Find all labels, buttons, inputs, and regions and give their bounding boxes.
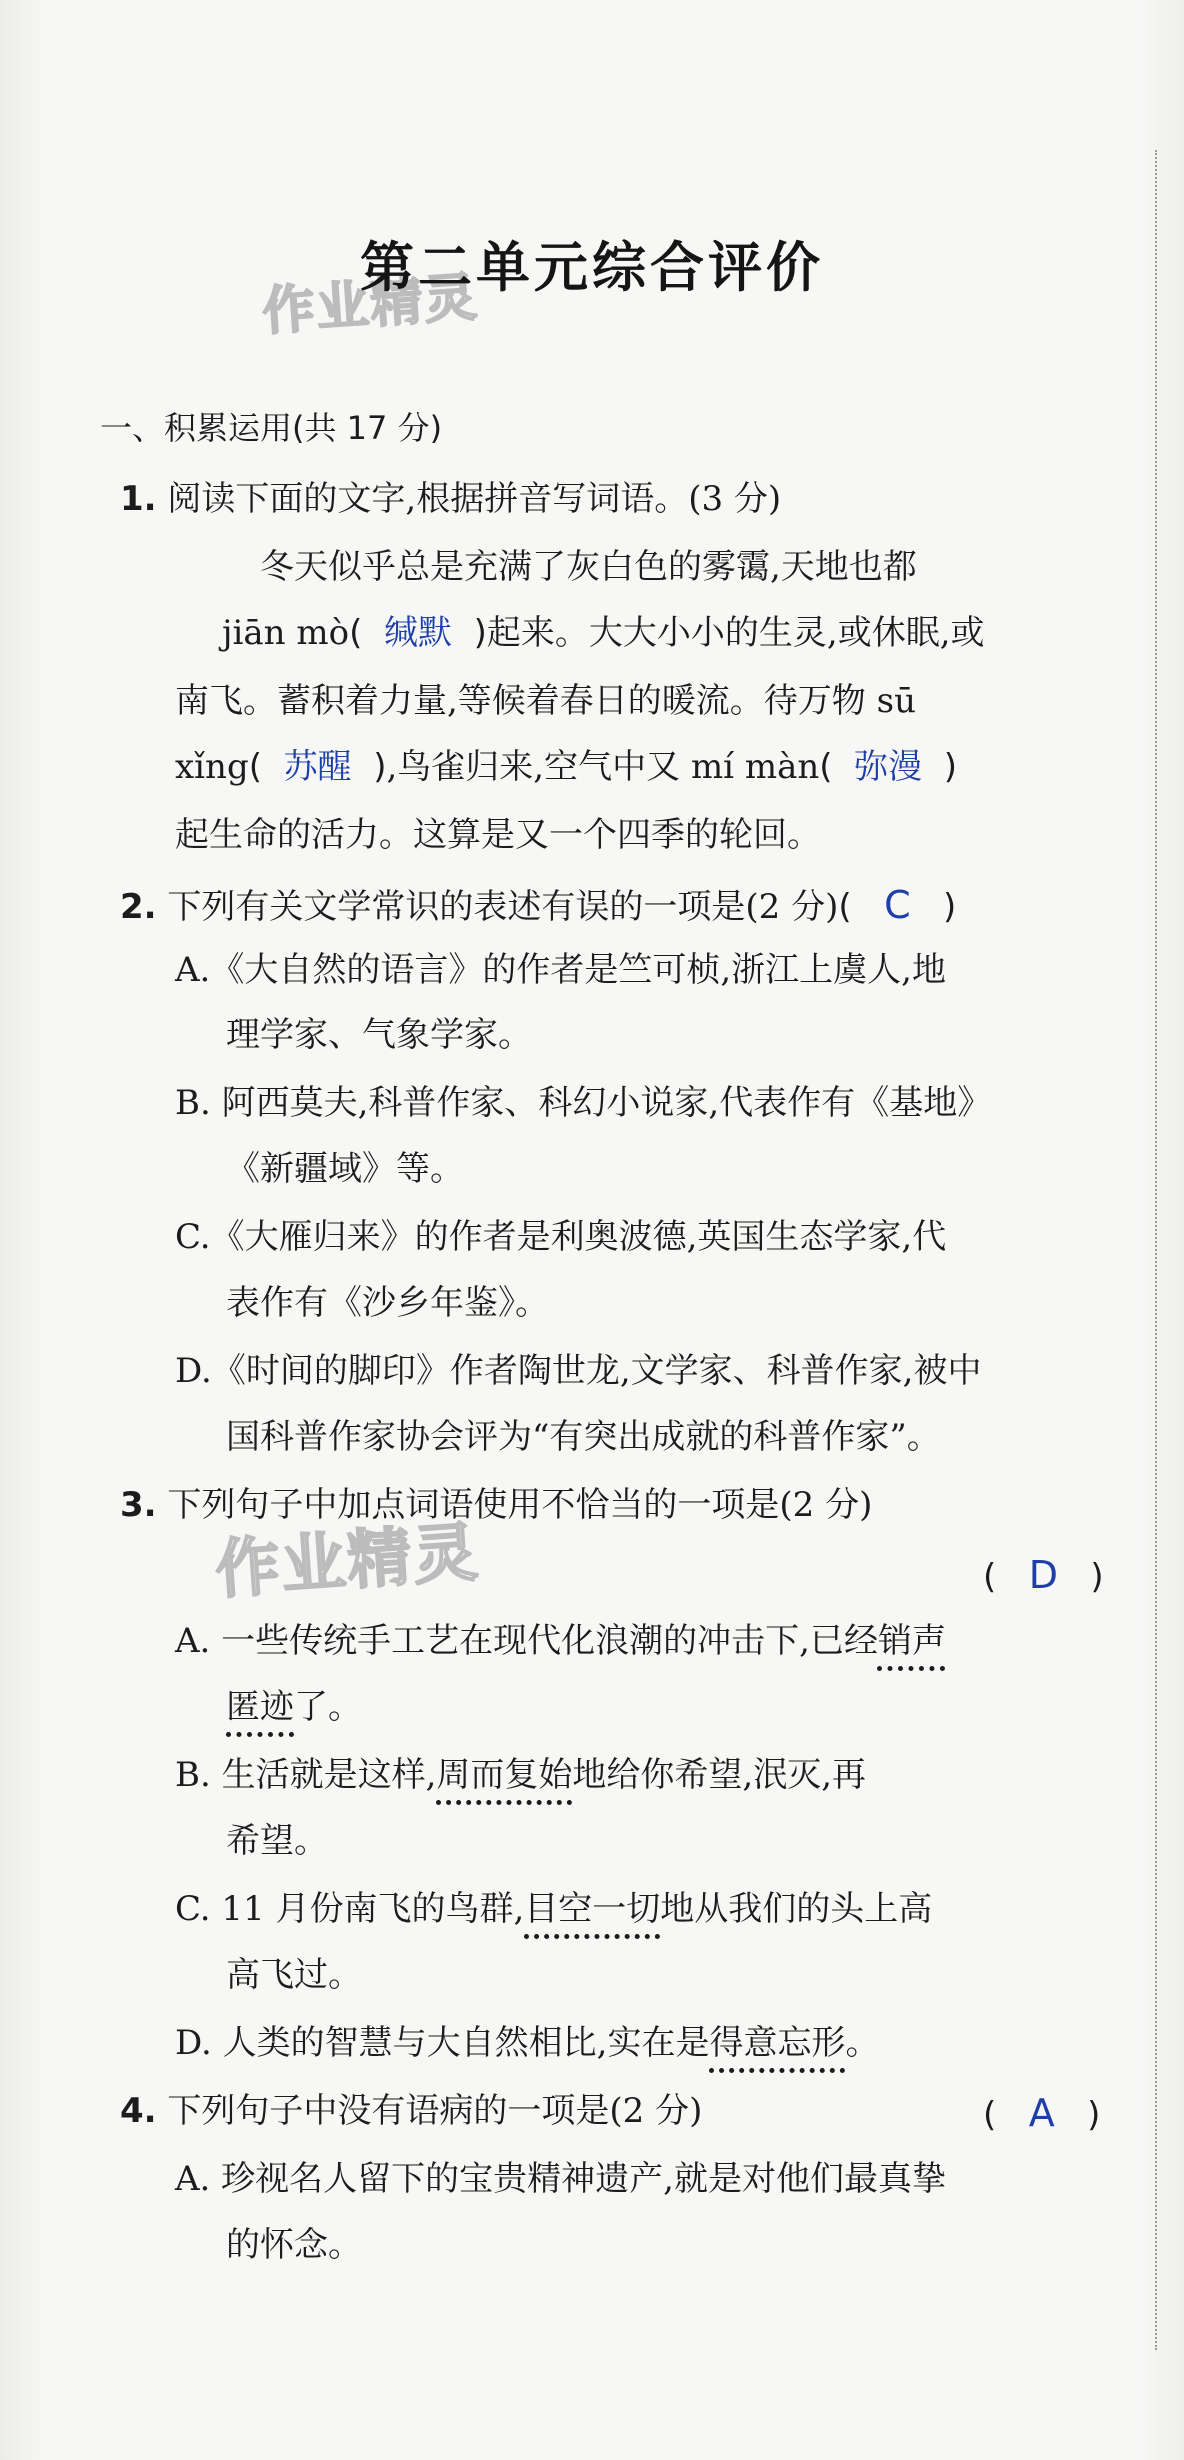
watermark-logo: 作业精灵: [213, 1515, 482, 1609]
watermark-logo: 作业精灵: [260, 267, 481, 343]
emphasized-word: 目空一切: [524, 1889, 661, 1929]
question-1: 1. 阅读下面的文字,根据拼音写词语。(3 分): [120, 479, 782, 519]
option-b-cont: 希望。: [226, 1821, 328, 1861]
option-c: C. 11 月份南飞的鸟群,目空一切地从我们的头上高: [175, 1889, 933, 1929]
option-d: D.《时间的脚印》作者陶世龙,文学家、科普作家,被中: [175, 1351, 982, 1391]
answer-blank-2: 苏醒: [283, 747, 352, 787]
emphasized-word: 得意忘形: [709, 2023, 846, 2063]
q1-passage-line: 南飞。蓄积着力量,等候着春日的暖流。待万物 sū: [175, 681, 916, 721]
option-a: A. 珍视名人留下的宝贵精神遗产,就是对他们最真挚: [175, 2159, 946, 2199]
emphasized-word: 销声: [877, 1621, 946, 1661]
option-a: A. 一些传统手工艺在现代化浪潮的冲击下,已经销声: [175, 1621, 946, 1661]
answer-bracket-q3: ( D ): [983, 1553, 1104, 1597]
answer-q2: C: [884, 883, 911, 927]
q1-passage-line: 冬天似乎总是充满了灰白色的雾霭,天地也都: [260, 547, 917, 587]
emphasized-word: 周而复始: [436, 1755, 573, 1795]
option-b: B. 生活就是这样,周而复始地给你希望,泯灭,再: [175, 1755, 867, 1795]
option-a-cont: 理学家、气象学家。: [226, 1015, 532, 1055]
option-d-cont: 国科普作家协会评为“有突出成就的科普作家”。: [226, 1417, 941, 1457]
section-heading: 一、积累运用(共 17 分): [100, 409, 443, 447]
option-b: B. 阿西莫夫,科普作家、科幻小说家,代表作有《基地》: [175, 1083, 992, 1123]
option-a: A.《大自然的语言》的作者是竺可桢,浙江上虞人,地: [175, 950, 946, 990]
option-c-cont: 表作有《沙乡年鉴》。: [226, 1283, 549, 1323]
option-a-cont: 的怀念。: [226, 2225, 362, 2265]
answer-q4: A: [1028, 2091, 1055, 2135]
emphasized-word: 匿迹: [226, 1687, 294, 1727]
question-3: 3. 下列句子中加点词语使用不恰当的一项是(2 分): [120, 1485, 873, 1525]
q1-passage-line: jiān mò( 缄默 )起来。大大小小的生灵,或休眠,或: [222, 613, 985, 653]
option-c-cont: 高飞过。: [226, 1955, 362, 1995]
q1-passage-line: xǐng( 苏醒 ),鸟雀归来,空气中又 mí màn( 弥漫 ): [175, 747, 958, 787]
option-c: C.《大雁归来》的作者是利奥波德,英国生态学家,代: [175, 1217, 947, 1257]
page-title: 第二单元综合评价: [360, 236, 824, 299]
question-4: 4. 下列句子中没有语病的一项是(2 分): [120, 2091, 703, 2131]
answer-bracket-q4: ( A ): [983, 2091, 1101, 2135]
q1-passage-line: 起生命的活力。这算是又一个四季的轮回。: [175, 815, 821, 855]
question-2: 2. 下列有关文学常识的表述有误的一项是(2 分)( C ): [120, 883, 957, 927]
answer-q3: D: [1028, 1553, 1058, 1597]
answer-blank-3: 弥漫: [854, 747, 923, 787]
binding-margin-line: [1155, 150, 1157, 2350]
answer-blank-1: 缄默: [384, 613, 452, 653]
option-d: D. 人类的智慧与大自然相比,实在是得意忘形。: [175, 2023, 880, 2063]
option-a-cont: 匿迹了。: [226, 1687, 362, 1727]
option-b-cont: 《新疆域》等。: [226, 1149, 464, 1189]
